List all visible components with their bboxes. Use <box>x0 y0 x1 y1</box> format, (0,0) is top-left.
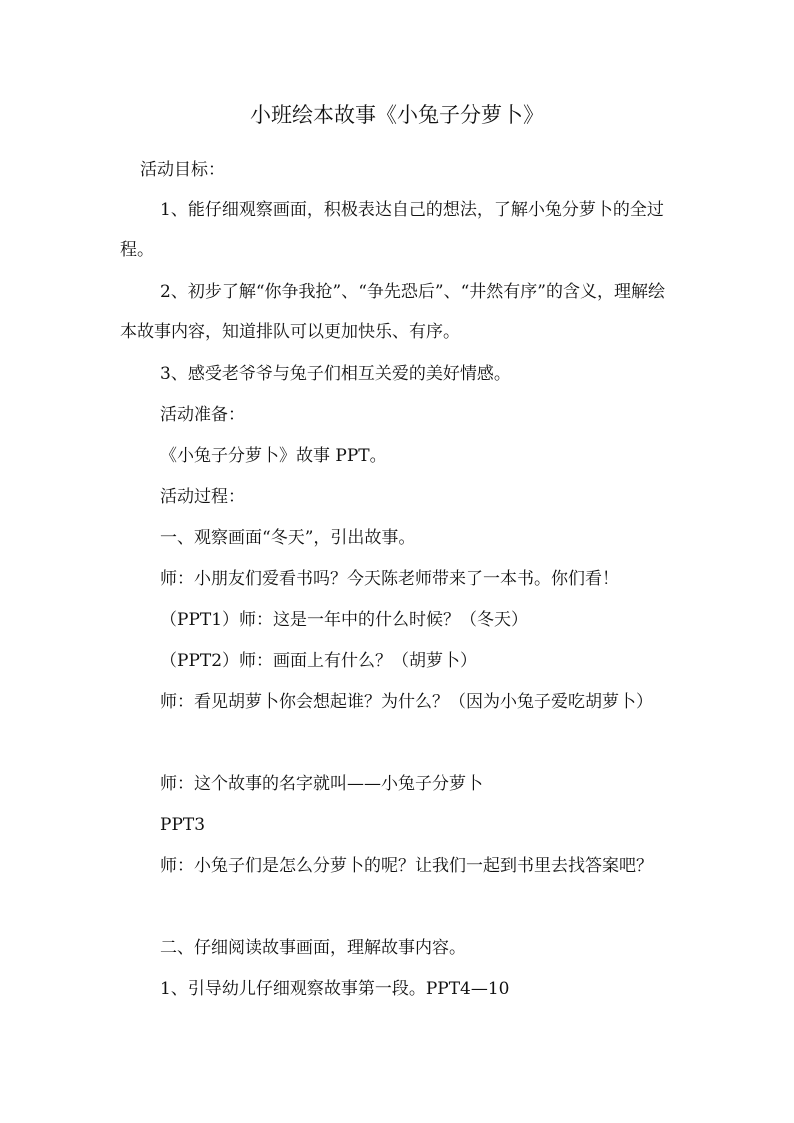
paragraph-line-2: （PPT1）师：这是一年中的什么时候？（冬天） <box>160 610 529 630</box>
paragraph-step-1: 一、观察画面“冬天”，引出故事。 <box>160 528 416 548</box>
paragraph-line-1: 师：小朋友们爱看书吗？今天陈老师带来了一本书。你们看！ <box>160 569 619 589</box>
paragraph-goal-2: 2、初步了解“你争我抢”、“争先恐后”、“井然有序”的含义，理解绘本故事内容，知道排队可以更加快乐、有序。 <box>120 282 665 342</box>
paragraph-line-6: 师：小兔子们是怎么分萝卜的呢？让我们一起到书里去找答案吧？ <box>160 856 653 876</box>
paragraph-goal-1: 1、能仔细观察画面，积极表达自己的想法，了解小兔分萝卜的全过程。 <box>120 200 664 260</box>
paragraph-line-5: 师：这个故事的名字就叫——小兔子分萝卜 <box>160 774 483 794</box>
paragraph-step-2-1: 1、引导幼儿仔细观察故事第一段。PPT4—10 <box>160 979 510 999</box>
document-title: 小班绘本故事《小兔子分萝卜》 <box>250 103 544 127</box>
paragraph-line-3: （PPT2）师：画面上有什么？（胡萝卜） <box>160 651 478 671</box>
paragraph-goal-3: 3、感受老爷爷与兔子们相互关爱的美好情感。 <box>160 364 511 384</box>
paragraph-goals-heading: 活动目标： <box>140 160 225 180</box>
paragraph-prep-heading: 活动准备： <box>160 405 245 425</box>
paragraph-prep-item: 《小兔子分萝卜》故事 PPT。 <box>160 446 387 466</box>
paragraph-line-4: 师：看见胡萝卜你会想起谁？为什么？（因为小兔子爱吃胡萝卜） <box>160 692 653 712</box>
paragraph-step-2: 二、仔细阅读故事画面，理解故事内容。 <box>160 938 466 958</box>
paragraph-process-heading: 活动过程： <box>160 487 245 507</box>
paragraph-ppt3: PPT3 <box>160 815 206 835</box>
